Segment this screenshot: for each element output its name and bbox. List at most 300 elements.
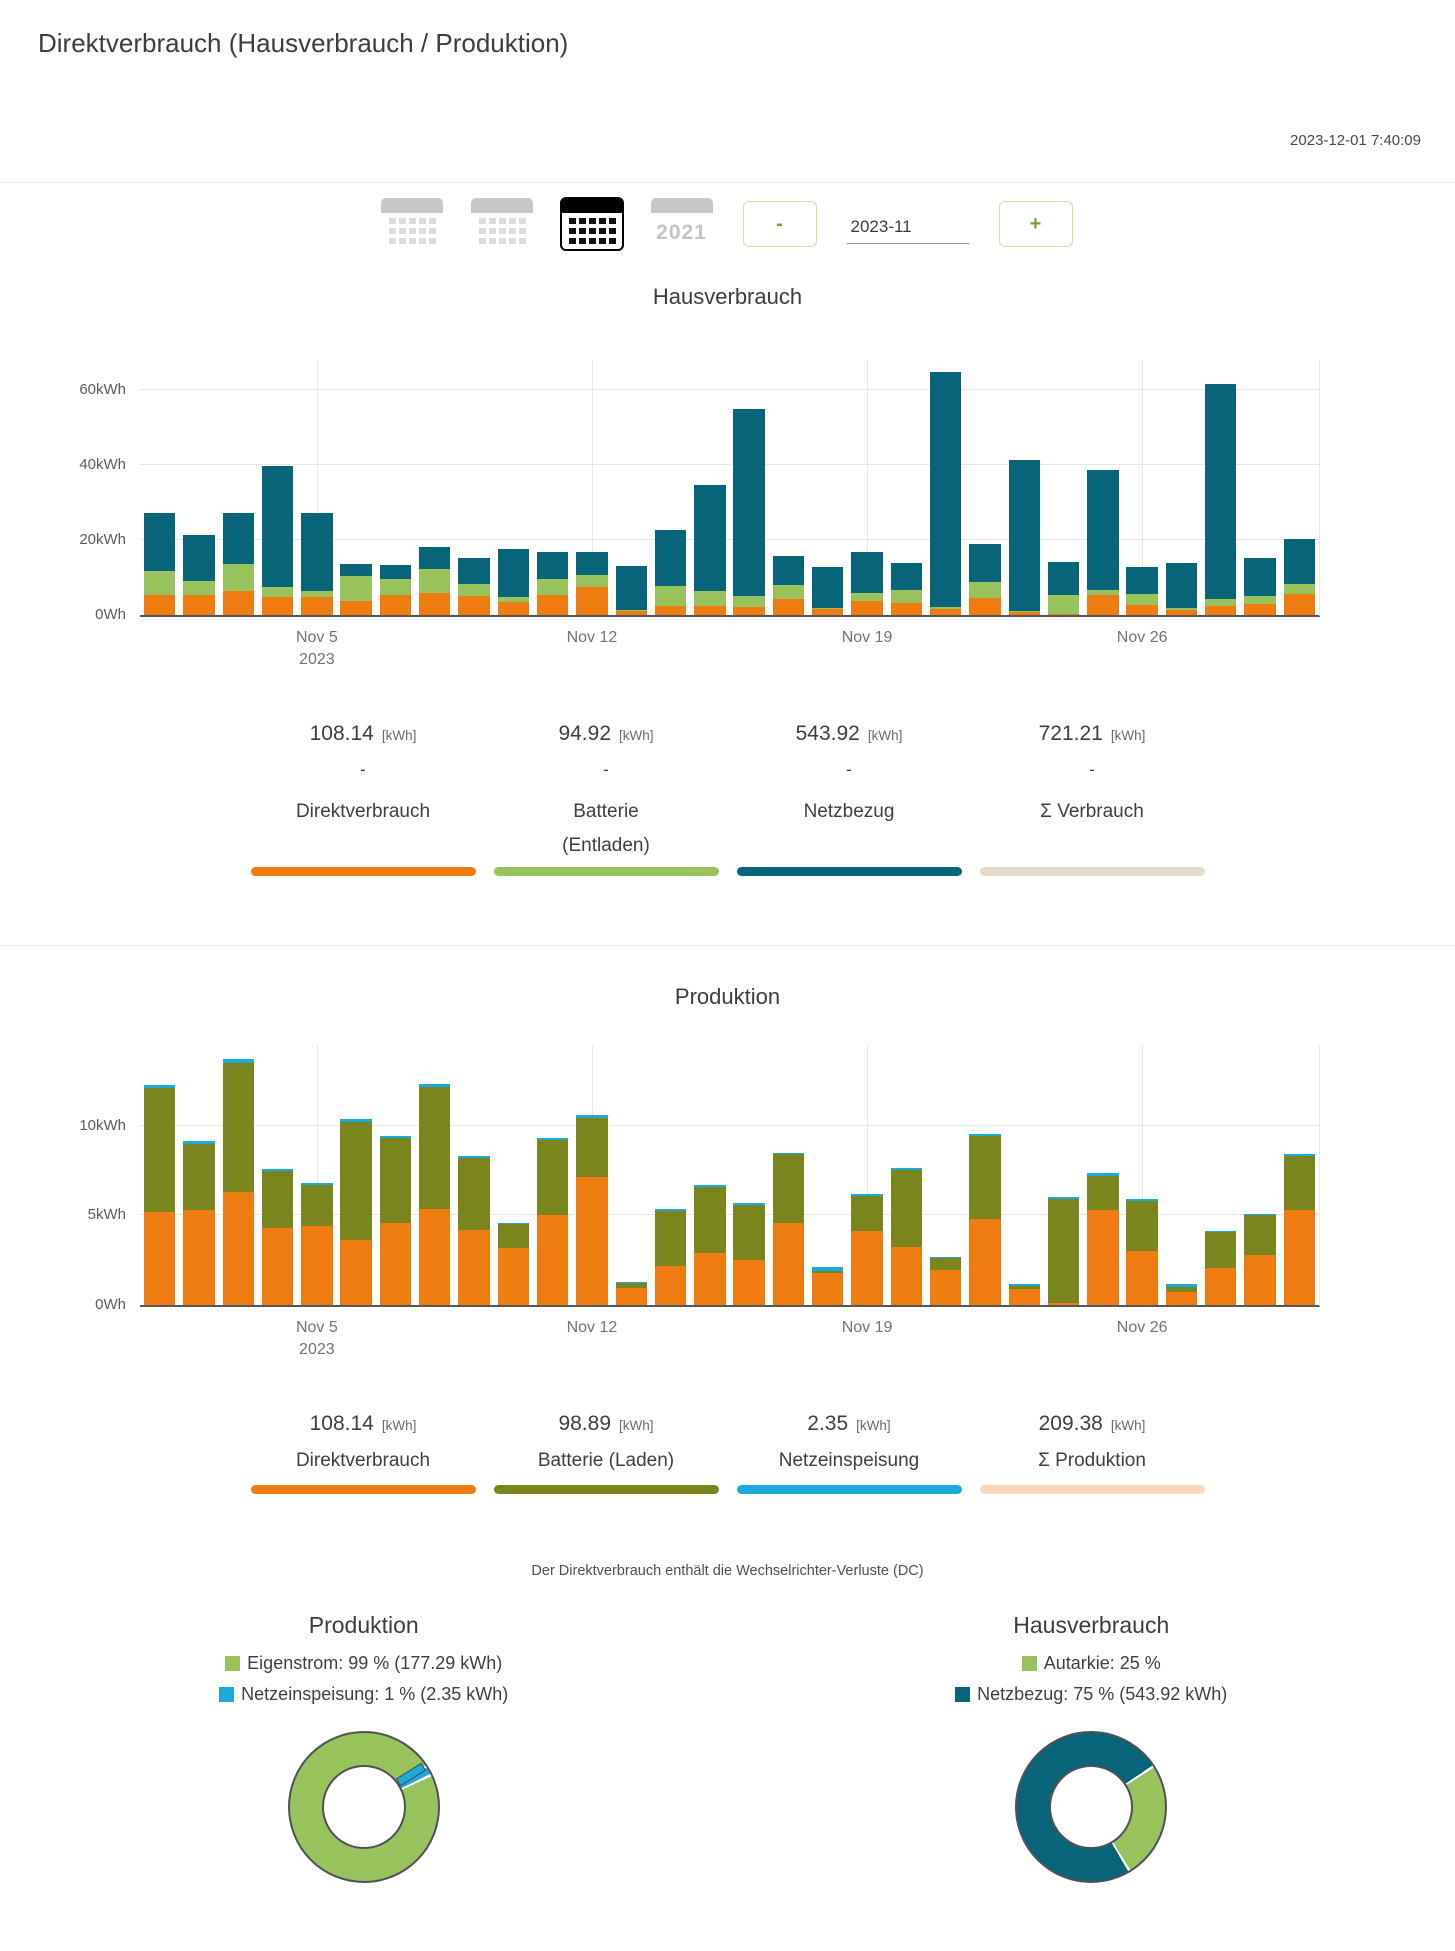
bar-segment <box>340 1240 371 1305</box>
legend-autarkie <box>1022 1653 1161 1674</box>
bar-segment <box>969 544 1000 582</box>
bar-segment <box>733 607 764 615</box>
bar-segment <box>537 552 568 579</box>
bar-segment <box>655 1266 686 1305</box>
bar-segment <box>419 547 450 570</box>
netzbezug-swatch-icon <box>955 1687 970 1702</box>
page-title: Direktverbrauch (Hausverbrauch / Produktion) <box>38 28 569 58</box>
stat-unit: [kWh] <box>619 1418 654 1433</box>
stacked-bar-day-21[interactable] <box>930 372 961 615</box>
stat-value: 2.35 <box>807 1412 849 1435</box>
stat-unit: [kWh] <box>1110 728 1146 743</box>
hausverbrauch-donut-block <box>728 1612 1455 1883</box>
hausverbrauch-stats <box>242 722 1214 876</box>
stat-label: Direktverbrauch <box>295 1450 431 1471</box>
bar-segment <box>183 1144 214 1210</box>
bar-segment <box>183 535 214 580</box>
donut-hole <box>322 1765 406 1849</box>
stacked-bar-day-18[interactable] <box>812 1267 843 1305</box>
bar-segment <box>183 595 214 615</box>
stacked-bar-day-3[interactable] <box>223 1059 254 1305</box>
bar-segment <box>419 1087 450 1209</box>
bar-segment <box>144 1088 175 1212</box>
bar-segment <box>458 596 489 615</box>
stacked-bar-day-30[interactable] <box>1284 1154 1315 1305</box>
netzeinspeisung-swatch-icon <box>219 1687 234 1702</box>
month-input[interactable]: 2023-11 <box>847 204 969 244</box>
stacked-bar-day-23[interactable] <box>1009 1284 1040 1305</box>
next-month-button[interactable]: + <box>999 201 1073 247</box>
produktion-donut-chart[interactable] <box>288 1731 440 1883</box>
bar-segment <box>851 552 882 594</box>
stat-label: Direktverbrauch <box>295 801 431 822</box>
y-axis-label: 60kWh <box>79 381 126 398</box>
hausverbrauch-chart[interactable] <box>79 360 1320 668</box>
stacked-bar-day-11[interactable] <box>537 1138 568 1305</box>
bar-segment <box>537 1140 568 1215</box>
bar-segment <box>733 1205 764 1261</box>
legend-label: Netzbezug: 75 % (543.92 kWh) <box>977 1684 1228 1704</box>
y-axis-label: 5kWh <box>87 1206 126 1224</box>
stacked-bar-day-22[interactable] <box>969 1134 1000 1305</box>
bar-segment <box>380 595 411 615</box>
stat-dash: - <box>603 760 609 779</box>
stat-color-bar <box>980 867 1205 876</box>
bar-segment <box>262 1228 293 1305</box>
y-axis-label: 40kWh <box>79 456 126 473</box>
netzeinspeisung-slice[interactable] <box>396 1763 426 1787</box>
bar-segment <box>144 1212 175 1305</box>
stacked-bar-day-28[interactable] <box>1205 384 1236 615</box>
stat-label: Batterie (Entladen) <box>562 801 650 857</box>
stat-value: 543.92 <box>795 722 860 745</box>
bar-segment <box>733 596 764 607</box>
bar-segment <box>969 582 1000 598</box>
stat-direktverbrauch <box>242 722 485 876</box>
bar-segment <box>262 1171 293 1228</box>
stacked-bar-day-16[interactable] <box>733 1203 764 1305</box>
stat-unit: [kWh] <box>619 728 654 743</box>
stat-batterie-laden <box>485 1412 728 1494</box>
bar-segment <box>694 606 725 615</box>
bar-segment <box>851 1231 882 1305</box>
bar-segment <box>498 1248 529 1305</box>
produktion-chart-title: Produktion <box>674 984 781 1009</box>
bar-segment <box>223 1063 254 1192</box>
stat-color-bar <box>494 867 719 876</box>
bar-segment <box>144 513 175 571</box>
bar-segment <box>891 1247 922 1305</box>
stat-netzbezug <box>728 722 971 876</box>
bar-segment <box>1205 599 1236 607</box>
hausverbrauch-donut-chart[interactable] <box>1015 1731 1167 1883</box>
bar-segment <box>1244 1255 1275 1305</box>
bar-segment <box>1087 1210 1118 1305</box>
bar-segment <box>891 563 922 589</box>
stat-unit: [kWh] <box>867 728 903 743</box>
stat-value: 108.14 <box>309 1412 374 1435</box>
stacked-bar-day-12[interactable] <box>576 1115 607 1305</box>
bar-segment <box>655 606 686 615</box>
y-axis-label: 0Wh <box>95 606 126 623</box>
bar-segment <box>733 409 764 596</box>
bar-segment <box>537 579 568 595</box>
stacked-bar-day-8[interactable] <box>419 547 450 615</box>
bar-segment <box>1126 567 1157 594</box>
stat-value: 98.89 <box>558 1412 612 1435</box>
header-divider <box>0 182 1455 183</box>
stacked-bar-day-15[interactable] <box>694 485 725 615</box>
stacked-bar-day-9[interactable] <box>458 558 489 615</box>
stacked-bar-day-2[interactable] <box>183 1141 214 1305</box>
stat-batterie-entladen <box>485 722 728 876</box>
bar-segment <box>773 556 804 586</box>
bar-segment <box>223 1192 254 1305</box>
x-axis-label: Nov 19 <box>841 1319 893 1336</box>
previous-month-button[interactable]: - <box>743 201 817 247</box>
bar-segment <box>458 558 489 584</box>
stat-label: Netzbezug <box>803 801 895 822</box>
bar-segment <box>773 1154 804 1222</box>
x-axis-label: Nov 12 <box>566 1319 618 1336</box>
stacked-bar-day-22[interactable] <box>969 544 1000 615</box>
stacked-bar-day-1[interactable] <box>144 513 175 615</box>
bar-segment <box>930 1258 961 1271</box>
stat-label: Σ Produktion <box>1038 1450 1146 1471</box>
bar-segment <box>262 597 293 615</box>
stacked-bar-day-5[interactable] <box>301 513 332 615</box>
timestamp: 2023-12-01 7:40:09 <box>1290 132 1421 149</box>
bar-segment <box>616 611 647 615</box>
bar-segment <box>655 586 686 606</box>
stacked-bar-day-30[interactable] <box>1284 539 1315 616</box>
x-axis-label: Nov 19 <box>841 629 893 646</box>
stat-color-bar <box>980 1485 1205 1494</box>
stacked-bar-day-19[interactable] <box>851 552 882 615</box>
bar-segment <box>340 1122 371 1240</box>
stat-label: Netzeinspeisung <box>778 1450 920 1471</box>
bar-segment <box>930 372 961 606</box>
bar-segment <box>301 1226 332 1305</box>
stat-unit: [kWh] <box>381 728 417 743</box>
bar-segment <box>930 1270 961 1305</box>
stat-dash: - <box>360 760 366 779</box>
y-axis-label: 10kWh <box>79 1116 126 1134</box>
bar-segment <box>1284 584 1315 594</box>
bar-segment <box>655 1211 686 1267</box>
stat-color-bar <box>494 1485 719 1494</box>
bar-segment <box>1284 594 1315 615</box>
bar-segment <box>1087 470 1118 589</box>
bar-segment <box>1205 606 1236 615</box>
bar-segment <box>380 1223 411 1305</box>
bar-segment <box>1166 1292 1197 1305</box>
bar-segment <box>891 1170 922 1247</box>
stacked-bar-day-27[interactable] <box>1166 563 1197 615</box>
bar-segment <box>380 1138 411 1222</box>
bar-segment <box>576 1177 607 1305</box>
bar-segment <box>498 602 529 615</box>
bar-segment <box>1205 1268 1236 1305</box>
stacked-bar-day-4[interactable] <box>262 466 293 615</box>
stacked-bar-day-25[interactable] <box>1087 1173 1118 1305</box>
bar-segment <box>694 1253 725 1305</box>
stacked-bar-day-25[interactable] <box>1087 470 1118 615</box>
stacked-bar-day-17[interactable] <box>773 556 804 615</box>
bar-segment <box>891 603 922 615</box>
stacked-bar-day-26[interactable] <box>1126 1199 1157 1305</box>
bar-segment <box>537 595 568 615</box>
bar-segment <box>851 601 882 615</box>
bar-segment <box>183 581 214 596</box>
stat-value: 94.92 <box>558 722 612 745</box>
bar-segment <box>1048 1303 1079 1305</box>
bar-segment <box>576 552 607 575</box>
bar-segment <box>340 564 371 577</box>
stacked-bar-day-9[interactable] <box>458 1156 489 1305</box>
dc-losses-note: Der Direktverbrauch enthält die Wechselrichter-Verluste (DC) <box>531 1563 924 1579</box>
bar-segment <box>498 549 529 597</box>
bar-segment <box>694 485 725 591</box>
stacked-bar-day-2[interactable] <box>183 535 214 615</box>
bar-segment <box>262 587 293 598</box>
stacked-bar-day-10[interactable] <box>498 549 529 615</box>
calendar-month-icon[interactable] <box>561 198 623 250</box>
produktion-chart[interactable] <box>79 1045 1320 1358</box>
produktion-legend <box>219 1653 508 1705</box>
legend-eigenstrom <box>225 1653 502 1674</box>
section-divider <box>0 945 1455 946</box>
stacked-bar-day-24[interactable] <box>1048 1197 1079 1305</box>
bar-segment <box>812 1273 843 1305</box>
bar-segment <box>262 466 293 586</box>
bar-segment <box>891 590 922 604</box>
stacked-bar-day-3[interactable] <box>223 513 254 615</box>
bar-segment <box>301 513 332 591</box>
stacked-bar-day-14[interactable] <box>655 1209 686 1305</box>
bar-segment <box>851 593 882 601</box>
bar-segment <box>1284 539 1315 585</box>
stacked-bar-day-10[interactable] <box>498 1223 529 1305</box>
bar-segment <box>458 1230 489 1305</box>
stat-label: Batterie (Laden) <box>537 1450 675 1471</box>
bar-segment <box>144 595 175 615</box>
stacked-bar-day-18[interactable] <box>812 567 843 615</box>
stacked-bar-day-4[interactable] <box>262 1169 293 1305</box>
x-axis-label: Nov 5 2023 <box>295 629 338 668</box>
bar-segment <box>223 513 254 563</box>
bar-segment <box>1009 1289 1040 1305</box>
legend-netzeinspeisung <box>219 1684 508 1705</box>
bar-segment <box>773 585 804 599</box>
bar-segment <box>223 591 254 615</box>
donut-title: Hausverbrauch <box>1013 1612 1170 1638</box>
bar-segment <box>1126 605 1157 615</box>
autarkie-swatch-icon <box>1022 1656 1037 1671</box>
stacked-bar-day-1[interactable] <box>144 1085 175 1305</box>
bar-segment <box>223 564 254 592</box>
stacked-bar-day-11[interactable] <box>537 552 568 615</box>
produktion-donut-block <box>0 1612 728 1883</box>
bar-segment <box>301 597 332 615</box>
stacked-bar-day-26[interactable] <box>1126 567 1157 615</box>
bar-segment <box>576 575 607 587</box>
produktion-stats <box>242 1412 1214 1494</box>
stacked-bar-day-12[interactable] <box>576 552 607 615</box>
bar-segment <box>969 598 1000 615</box>
stacked-bar-day-6[interactable] <box>340 1119 371 1305</box>
bar-segment <box>969 1136 1000 1218</box>
bar-segment <box>340 601 371 615</box>
y-axis-label: 0Wh <box>95 1296 126 1313</box>
bar-segment <box>773 599 804 615</box>
bar-segment <box>1166 610 1197 615</box>
stacked-bar-day-7[interactable] <box>380 565 411 615</box>
bar-segment <box>1205 1232 1236 1268</box>
bar-segment <box>1087 595 1118 615</box>
stacked-bar-day-6[interactable] <box>340 564 371 615</box>
hausverbrauch-legend <box>955 1653 1227 1705</box>
x-axis-label: Nov 12 <box>566 629 618 646</box>
calendar-week-icon[interactable] <box>471 198 533 250</box>
stat-color-bar <box>251 1485 476 1494</box>
bar-segment <box>144 571 175 595</box>
y-axis-label: 20kWh <box>79 531 126 548</box>
legend-netzbezug <box>955 1684 1227 1705</box>
bar-segment <box>1244 596 1275 605</box>
bar-segment <box>1166 563 1197 608</box>
bar-segment <box>694 591 725 606</box>
bar-segment <box>458 1158 489 1230</box>
bar-segment <box>773 1223 804 1305</box>
date-range-toolbar <box>0 198 1455 250</box>
bar-segment <box>576 587 607 615</box>
stat-summe-produktion <box>971 1412 1214 1494</box>
stacked-bar-day-29[interactable] <box>1244 1214 1275 1305</box>
stacked-bar-day-13[interactable] <box>616 566 647 615</box>
bar-segment <box>1244 1215 1275 1254</box>
stacked-bar-day-27[interactable] <box>1166 1284 1197 1305</box>
bar-segment <box>812 609 843 615</box>
stat-dash: - <box>1089 760 1095 779</box>
bar-segment <box>1284 1210 1315 1305</box>
eigenstrom-swatch-icon <box>225 1656 240 1671</box>
bar-segment <box>851 1196 882 1232</box>
stacked-bar-day-20[interactable] <box>891 563 922 615</box>
legend-label: Eigenstrom: 99 % (177.29 kWh) <box>247 1653 503 1673</box>
calendar-day-icon[interactable] <box>381 198 443 250</box>
stacked-bar-day-29[interactable] <box>1244 558 1275 615</box>
bar-segment <box>1048 1199 1079 1303</box>
stat-unit: [kWh] <box>856 1418 891 1433</box>
bar-segment <box>419 569 450 593</box>
x-axis-label: Nov 26 <box>1116 629 1168 646</box>
bar-segment <box>1284 1156 1315 1210</box>
bar-segment <box>969 1219 1000 1305</box>
bar-segment <box>1087 1176 1118 1210</box>
donut-title: Produktion <box>308 1612 419 1638</box>
bar-segment <box>1205 384 1236 599</box>
stat-netzeinspeisung <box>728 1412 971 1494</box>
bar-segment <box>380 579 411 595</box>
bar-segment <box>1048 614 1079 615</box>
stat-summe-verbrauch <box>971 722 1214 876</box>
bar-segment <box>812 567 843 608</box>
bar-segment <box>419 593 450 615</box>
bar-segment <box>930 609 961 615</box>
bar-segment <box>616 566 647 610</box>
stat-value: 209.38 <box>1038 1412 1103 1435</box>
stacked-bar-day-14[interactable] <box>655 530 686 615</box>
stat-color-bar <box>737 1485 962 1494</box>
bar-segment <box>1126 1251 1157 1305</box>
legend-label: Netzeinspeisung: 1 % (2.35 kWh) <box>241 1684 509 1704</box>
stat-value: 721.21 <box>1038 722 1103 745</box>
bar-segment <box>183 1210 214 1305</box>
bar-segment <box>733 1260 764 1305</box>
donut-section <box>0 1612 1455 1883</box>
bar-segment <box>419 1209 450 1305</box>
stacked-bar-day-7[interactable] <box>380 1136 411 1305</box>
legend-label: Autarkie: 25 % <box>1043 1653 1161 1673</box>
bar-segment <box>694 1187 725 1253</box>
bar-segment <box>1244 558 1275 596</box>
stat-value: 108.14 <box>309 722 374 745</box>
bar-segment <box>537 1215 568 1305</box>
bar-segment <box>616 1288 647 1305</box>
stacked-bar-day-21[interactable] <box>930 1257 961 1306</box>
stacked-bar-day-19[interactable] <box>851 1194 882 1305</box>
bar-segment <box>1009 460 1040 611</box>
bar-segment <box>498 1224 529 1247</box>
stacked-bar-day-8[interactable] <box>419 1084 450 1305</box>
x-axis-label: Nov 26 <box>1116 1319 1168 1336</box>
bar-segment <box>576 1118 607 1177</box>
stacked-bar-day-23[interactable] <box>1009 460 1040 615</box>
bar-segment <box>655 530 686 586</box>
stacked-bar-day-5[interactable] <box>301 1183 332 1305</box>
stat-dash: - <box>846 760 852 779</box>
calendar-year-icon[interactable]: 2021 <box>651 198 713 250</box>
stacked-bar-day-20[interactable] <box>891 1168 922 1305</box>
x-axis-label: Nov 5 2023 <box>295 1319 338 1358</box>
bar-segment <box>1048 562 1079 595</box>
bar-segment <box>1048 595 1079 614</box>
bar-segment <box>340 576 371 600</box>
bar-segment <box>1126 1201 1157 1251</box>
stat-direktverbrauch <box>242 1412 485 1494</box>
stacked-bar-day-17[interactable] <box>773 1153 804 1305</box>
bar-segment <box>1244 604 1275 615</box>
bar-segment <box>458 584 489 597</box>
stat-label: Σ Verbrauch <box>1040 801 1144 822</box>
stacked-bar-day-16[interactable] <box>733 409 764 615</box>
donut-hole <box>1049 1765 1133 1849</box>
bar-segment <box>380 565 411 579</box>
bar-segment <box>1009 612 1040 615</box>
stacked-bar-day-24[interactable] <box>1048 562 1079 615</box>
hausverbrauch-chart-title: Hausverbrauch <box>652 284 803 309</box>
stat-color-bar <box>737 867 962 876</box>
stacked-bar-day-28[interactable] <box>1205 1231 1236 1305</box>
stat-color-bar <box>251 867 476 876</box>
stacked-bar-day-13[interactable] <box>616 1282 647 1305</box>
stacked-bar-day-15[interactable] <box>694 1185 725 1305</box>
bar-segment <box>1126 594 1157 605</box>
stat-unit: [kWh] <box>1110 1418 1146 1433</box>
bar-segment <box>301 1185 332 1226</box>
stat-unit: [kWh] <box>381 1418 417 1433</box>
